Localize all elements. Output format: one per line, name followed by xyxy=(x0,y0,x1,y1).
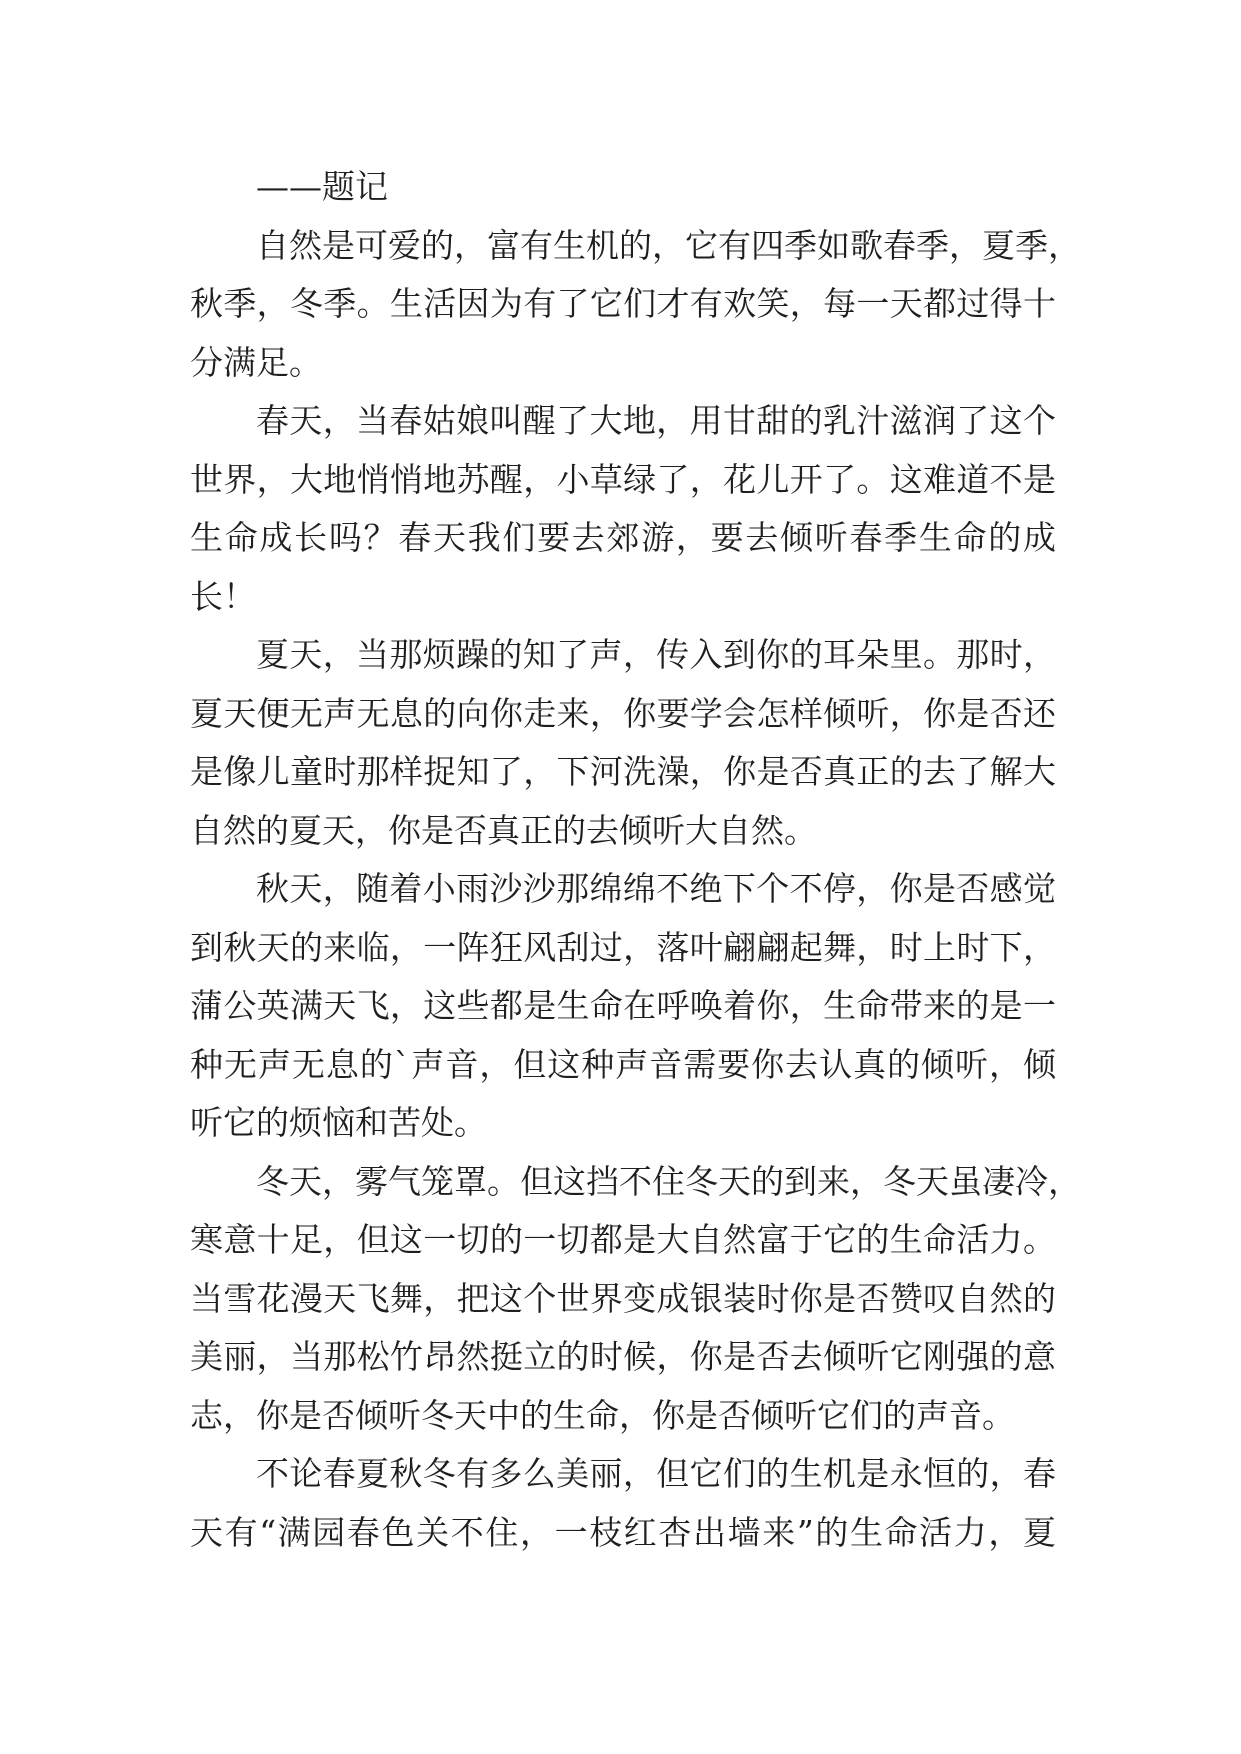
paragraph-line: 不论春夏秋冬有多么美丽，但它们的生机是永恒的，春 xyxy=(256,1454,1056,1493)
paragraph-line: 长！ xyxy=(190,576,256,616)
paragraph-line: 生命成长吗？春天我们要去郊游，要去倾听春季生命的成 xyxy=(190,518,1056,557)
paragraph-line: 天有“满园春色关不住，一枝红杏出墙来”的生命活力，夏 xyxy=(190,1512,1056,1552)
document-body xyxy=(190,158,1081,1562)
paragraph-winter xyxy=(190,1153,1081,1446)
paragraph-line: 自然是可爱的，富有生机的，它有四季如歌春季，夏季， xyxy=(256,225,1081,265)
paragraph-summer xyxy=(190,626,1056,860)
paragraph-line: 世界，大地悄悄地苏醒，小草绿了，花儿开了。这难道不是 xyxy=(190,459,1056,499)
paragraph-line: 春天，当春姑娘叫醒了大地，用甘甜的乳汁滋润了这个 xyxy=(256,401,1056,440)
paragraph-line: 听它的烦恼和苦处。 xyxy=(190,1103,487,1142)
paragraph-line: 自然的夏天，你是否真正的去倾听大自然。 xyxy=(190,810,817,850)
paragraph-line: 美丽，当那松竹昂然挺立的时候，你是否去倾听它刚强的意 xyxy=(190,1337,1056,1376)
paragraph-line: 寒意十足，但这一切的一切都是大自然富于它的生命活力。 xyxy=(190,1220,1056,1259)
paragraph-nature xyxy=(190,217,1081,393)
paragraph-line: 志，你是否倾听冬天中的生命，你是否倾听它们的声音。 xyxy=(190,1395,1015,1435)
paragraph-line: 种无声无息的`声音，但这种声音需要你去认真的倾听，倾 xyxy=(190,1044,1056,1084)
paragraph-line: 蒲公英满天飞，这些都是生命在呼唤着你，生命带来的是一 xyxy=(190,986,1056,1025)
paragraph-line: 夏天便无声无息的向你走来，你要学会怎样倾听，你是否还 xyxy=(190,693,1056,733)
paragraph-spring xyxy=(190,392,1056,626)
paragraph-line: 到秋天的来临，一阵狂风刮过，落叶翩翩起舞，时上时下， xyxy=(190,927,1056,967)
paragraph-conclusion xyxy=(190,1445,1056,1562)
paragraph-line: 秋天，随着小雨沙沙那绵绵不绝下个不停，你是否感觉 xyxy=(256,869,1056,908)
paragraph-line: 夏天，当那烦躁的知了声，传入到你的耳朵里。那时， xyxy=(256,635,1056,674)
paragraph-line: 当雪花漫天飞舞，把这个世界变成银装时你是否赞叹自然的 xyxy=(190,1278,1056,1318)
inscription: ——题记 xyxy=(256,167,388,206)
paragraph-line: 冬天，雾气笼罩。但这挡不住冬天的到来，冬天虽凄冷， xyxy=(256,1161,1081,1201)
paragraph-line: 是像儿童时那样捉知了，下河洗澡，你是否真正的去了解大 xyxy=(190,752,1056,791)
paragraph-line: 分满足。 xyxy=(190,342,322,382)
paragraph-line: 秋季，冬季。生活因为有了它们才有欢笑，每一天都过得十 xyxy=(190,284,1056,323)
paragraph-autumn xyxy=(190,860,1056,1153)
